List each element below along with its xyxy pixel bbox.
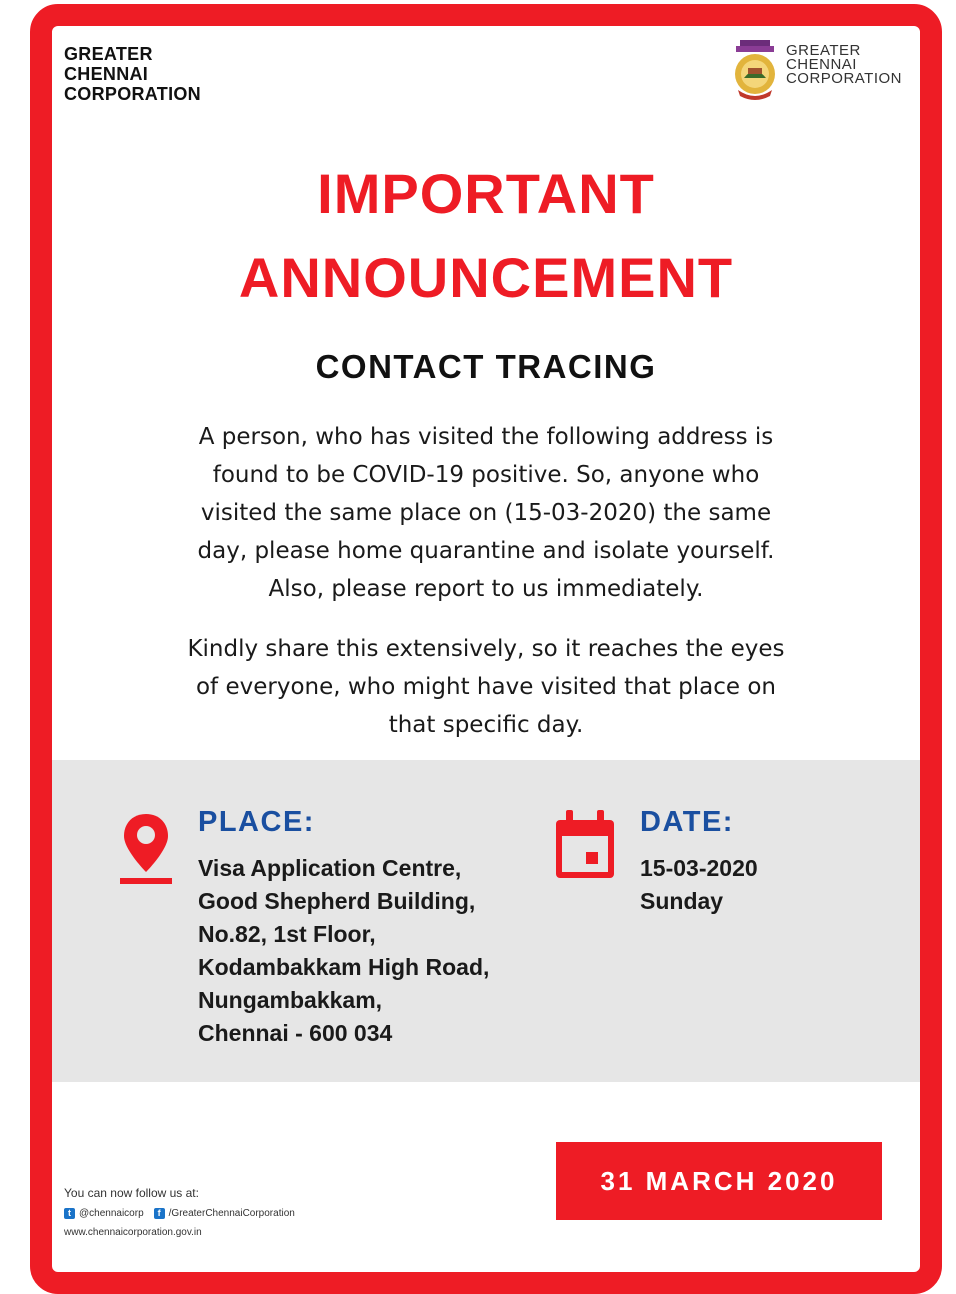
org-left-line: CHENNAI [64, 64, 149, 84]
paragraph-line: found to be COVID-19 positive. So, anyone who [212, 462, 760, 488]
facebook-icon: f [154, 1208, 165, 1219]
address-line: Visa Application Centre, [198, 855, 462, 881]
paragraph-line: visited the same place on (15-03-2020) the same [200, 500, 772, 526]
website-link[interactable]: www.chennaicorporation.gov.in [64, 1227, 202, 1238]
paragraph-line: of everyone, who might have visited that place on [195, 674, 776, 700]
paragraph-line: that specific day. [388, 712, 584, 738]
paragraph-line: day, please home quarantine and isolate yourself. [197, 538, 775, 564]
date-line: Sunday [640, 888, 724, 914]
paragraph-line: Kindly share this extensively, so it reaches the eyes [187, 636, 785, 662]
org-right-line: GREATER [785, 42, 861, 59]
facebook-handle[interactable]: /GreaterChennaiCorporation [168, 1208, 295, 1219]
location-pin-icon [118, 812, 174, 886]
subheading: CONTACT TRACING [315, 348, 657, 385]
place-address [198, 852, 489, 1050]
date-line: 15-03-2020 [640, 855, 758, 881]
twitter-icon: t [64, 1208, 75, 1219]
address-line: Good Shepherd Building, [198, 888, 476, 914]
date-label: DATE: [640, 806, 734, 838]
social-links [64, 1208, 295, 1219]
poster-frame [30, 4, 942, 1294]
paragraph-line: Also, please report to us immediately. [268, 576, 704, 602]
org-right-line: CORPORATION [785, 70, 902, 87]
share-paragraph [122, 630, 850, 744]
org-right-line: CHENNAI [785, 56, 857, 73]
address-line: No.82, 1st Floor, [198, 921, 376, 947]
address-line: Nungambakkam, [198, 987, 383, 1013]
calendar-icon [552, 808, 618, 882]
announcement-paragraph [122, 418, 850, 608]
follow-us-block [64, 1186, 295, 1238]
paragraph-line: A person, who has visited the following address is [198, 424, 774, 450]
date-details [640, 852, 758, 918]
place-label: PLACE: [198, 806, 315, 838]
follow-title: You can now follow us at: [64, 1186, 199, 1200]
headline-line: IMPORTANT [317, 162, 655, 225]
address-line: Kodambakkam High Road, [198, 954, 490, 980]
org-left-line: GREATER [64, 44, 153, 64]
poster-content [52, 26, 920, 1272]
headline-line: ANNOUNCEMENT [238, 246, 734, 309]
org-name-left [64, 44, 201, 104]
address-line: Chennai - 600 034 [198, 1020, 393, 1046]
twitter-handle[interactable]: @chennaicorp [79, 1208, 144, 1219]
corporation-seal-icon [732, 38, 778, 100]
issue-date-badge: 31 MARCH 2020 [556, 1142, 882, 1220]
org-left-line: CORPORATION [64, 84, 201, 104]
org-logo-right [732, 38, 902, 100]
